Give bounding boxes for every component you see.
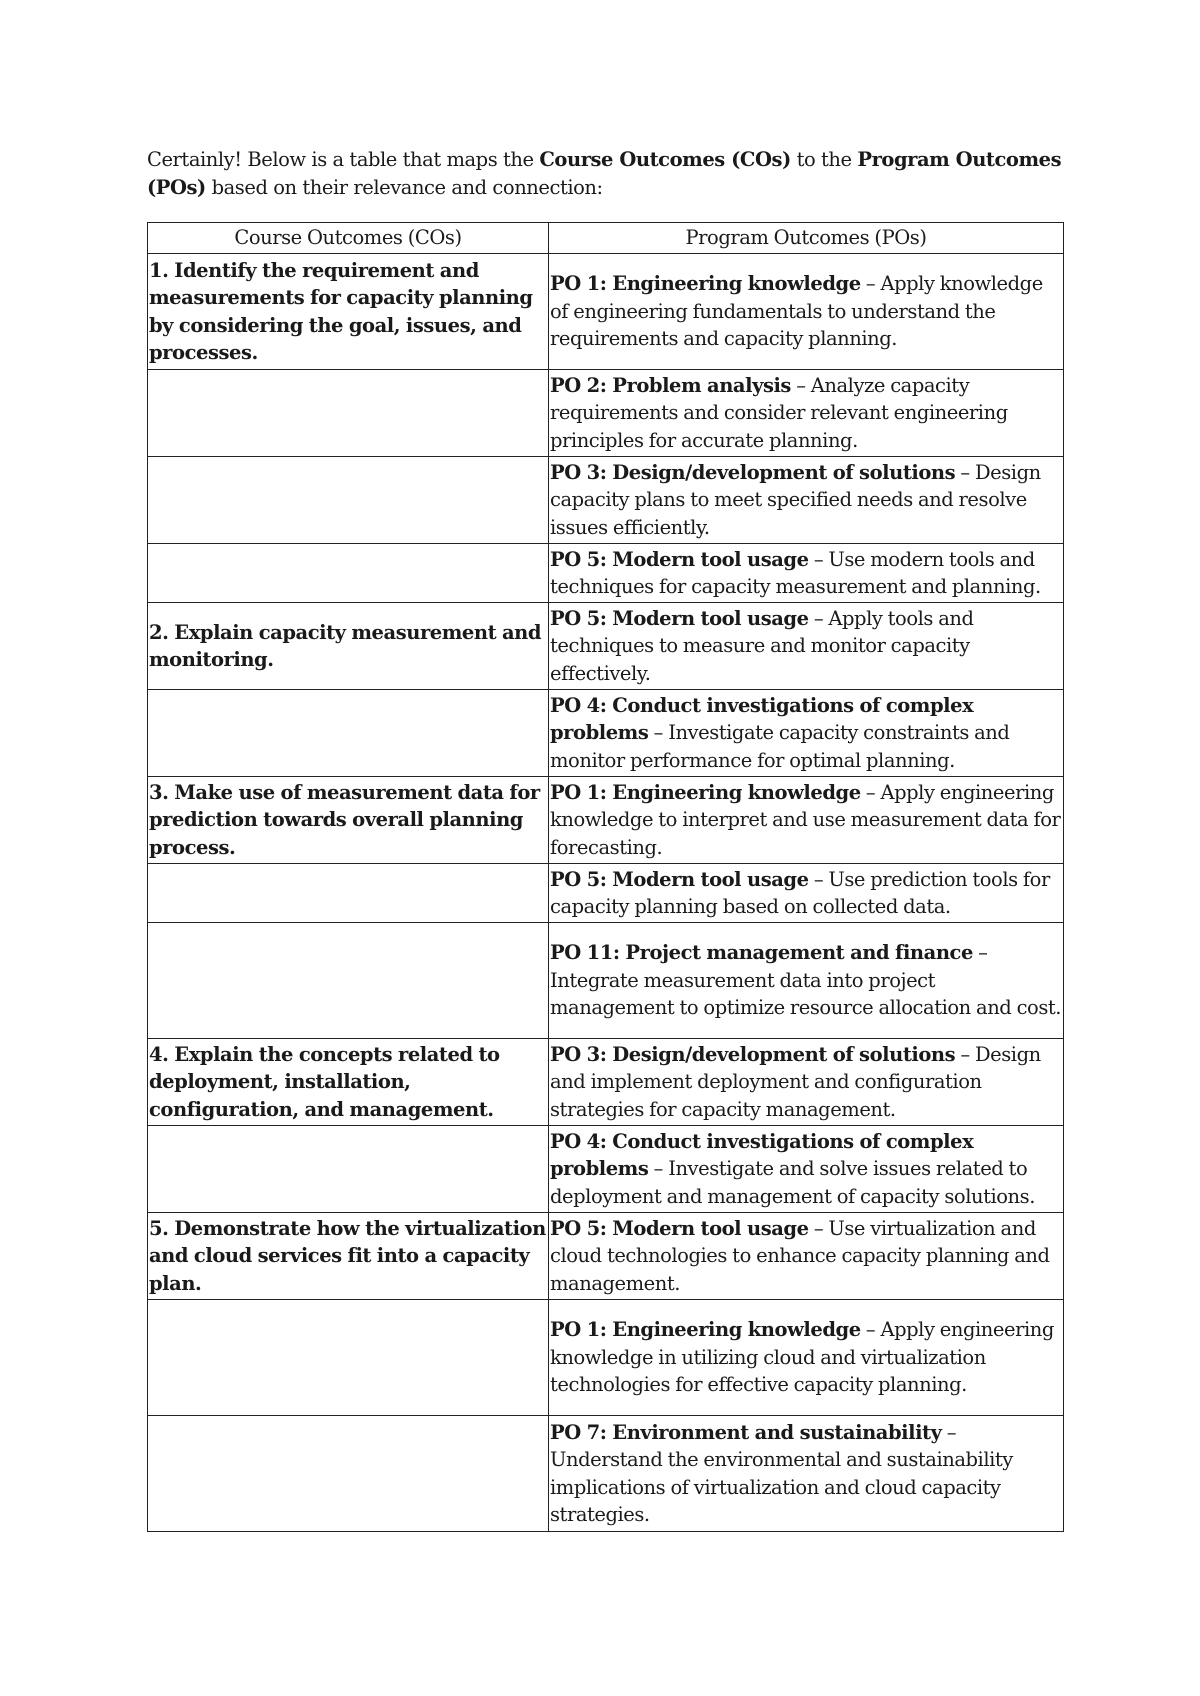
program-outcome-description: – Use prediction tools for capacity planning based on collected data. (550, 867, 1050, 918)
course-outcome-cell (148, 1126, 549, 1213)
table-header-row (148, 223, 1064, 254)
course-outcome-cell (148, 690, 549, 777)
table-row (148, 864, 1064, 923)
table-row (148, 1300, 1064, 1416)
table-row (148, 1126, 1064, 1213)
program-outcome-description: – Use virtualization and cloud technologies to enhance capacity planning and management. (550, 1216, 1050, 1295)
program-outcome-cell (549, 1213, 1064, 1300)
intro-text-2: to the (790, 148, 858, 171)
table-row (148, 923, 1064, 1039)
program-outcome-description: – Integrate measurement data into project management to optimize resource allocation and cost. (550, 941, 1062, 1020)
header-program-outcomes: Program Outcomes (POs) (549, 223, 1064, 254)
program-outcome-title: PO 1: Engineering knowledge (550, 1318, 861, 1342)
program-outcome-description: – Analyze capacity requirements and consider relevant engineering principles for accurate planning. (550, 373, 1008, 452)
program-outcome-title: PO 4: Conduct investigations of complex problems (550, 1129, 974, 1181)
table-row (148, 603, 1064, 690)
program-outcome-cell (549, 1416, 1064, 1532)
program-outcome-title: PO 3: Design/development of solutions (550, 460, 956, 484)
program-outcome-description: – Apply tools and techniques to measure and monitor capacity effectively. (550, 606, 974, 685)
program-outcome-title: PO 5: Modern tool usage (550, 867, 809, 891)
program-outcome-description: – Investigate and solve issues related to deployment and management of capacity solutions. (550, 1157, 1035, 1208)
program-outcome-cell (549, 777, 1064, 864)
table-body (148, 254, 1064, 1532)
program-outcome-title: PO 5: Modern tool usage (550, 547, 809, 571)
table-row (148, 777, 1064, 864)
program-outcome-title: PO 1: Engineering knowledge (550, 272, 861, 296)
program-outcome-cell (549, 1300, 1064, 1416)
course-outcome-cell (148, 923, 549, 1039)
course-outcome-cell: 4. Explain the concepts related to deployment, installation, configuration, and management. (148, 1039, 549, 1126)
course-outcome-cell: 2. Explain capacity measurement and monitoring. (148, 603, 549, 690)
program-outcome-title: PO 3: Design/development of solutions (550, 1042, 956, 1066)
co-po-mapping-table (147, 222, 1064, 1532)
program-outcome-cell (549, 544, 1064, 603)
course-outcome-cell: 5. Demonstrate how the virtualization and cloud services fit into a capacity plan. (148, 1213, 549, 1300)
program-outcome-title: PO 5: Modern tool usage (550, 606, 809, 630)
table-row (148, 1213, 1064, 1300)
program-outcome-title: PO 11: Project management and finance (550, 941, 973, 965)
table-row (148, 690, 1064, 777)
program-outcome-cell (549, 923, 1064, 1039)
header-course-outcomes: Course Outcomes (COs) (148, 223, 549, 254)
program-outcome-cell (549, 254, 1064, 370)
document-page (147, 146, 1063, 1532)
program-outcome-cell (549, 603, 1064, 690)
intro-bold-cos: Course Outcomes (COs) (539, 148, 791, 171)
course-outcome-cell (148, 1300, 549, 1416)
program-outcome-title: PO 2: Problem analysis (550, 373, 791, 397)
program-outcome-title: PO 5: Modern tool usage (550, 1216, 809, 1240)
table-row (148, 254, 1064, 370)
course-outcome-cell (148, 370, 549, 457)
program-outcome-cell (549, 1126, 1064, 1213)
program-outcome-title: PO 1: Engineering knowledge (550, 780, 861, 804)
course-outcome-cell: 1. Identify the requirement and measurements for capacity planning by considering the goal, issues, and processes. (148, 254, 549, 370)
program-outcome-description: – Apply engineering knowledge in utilizing cloud and virtualization technologies for effective capacity planning. (550, 1318, 1054, 1397)
program-outcome-description: – Understand the environmental and sustainability implications of virtualization and cloud capacity strategies. (550, 1420, 1013, 1526)
intro-text-3: based on their relevance and connection: (205, 176, 603, 199)
program-outcome-cell (549, 1039, 1064, 1126)
program-outcome-title: PO 4: Conduct investigations of complex problems (550, 693, 974, 745)
intro-paragraph (147, 146, 1063, 202)
intro-text-1: Certainly! Below is a table that maps the (147, 148, 540, 171)
intro-bold-pos: Program Outcomes (POs) (147, 148, 1062, 199)
table-row (148, 1039, 1064, 1126)
program-outcome-cell (549, 370, 1064, 457)
table-row (148, 457, 1064, 544)
program-outcome-description: – Apply knowledge of engineering fundamentals to understand the requirements and capacity planning. (550, 272, 1043, 351)
program-outcome-description: – Design capacity plans to meet specified needs and resolve issues efficiently. (550, 460, 1041, 539)
program-outcome-description: – Use modern tools and techniques for capacity measurement and planning. (550, 547, 1041, 598)
table-row (148, 1416, 1064, 1532)
course-outcome-cell (148, 1416, 549, 1532)
table-row (148, 544, 1064, 603)
program-outcome-description: – Apply engineering knowledge to interpret and use measurement data for forecasting. (550, 780, 1061, 859)
program-outcome-description: – Investigate capacity constraints and monitor performance for optimal planning. (550, 721, 1010, 772)
course-outcome-cell (148, 864, 549, 923)
course-outcome-cell (148, 544, 549, 603)
program-outcome-cell (549, 864, 1064, 923)
program-outcome-cell (549, 690, 1064, 777)
program-outcome-cell (549, 457, 1064, 544)
table-row (148, 370, 1064, 457)
program-outcome-description: – Design and implement deployment and configuration strategies for capacity management. (550, 1042, 1041, 1121)
program-outcome-title: PO 7: Environment and sustainability (550, 1420, 942, 1444)
course-outcome-cell: 3. Make use of measurement data for prediction towards overall planning process. (148, 777, 549, 864)
course-outcome-cell (148, 457, 549, 544)
